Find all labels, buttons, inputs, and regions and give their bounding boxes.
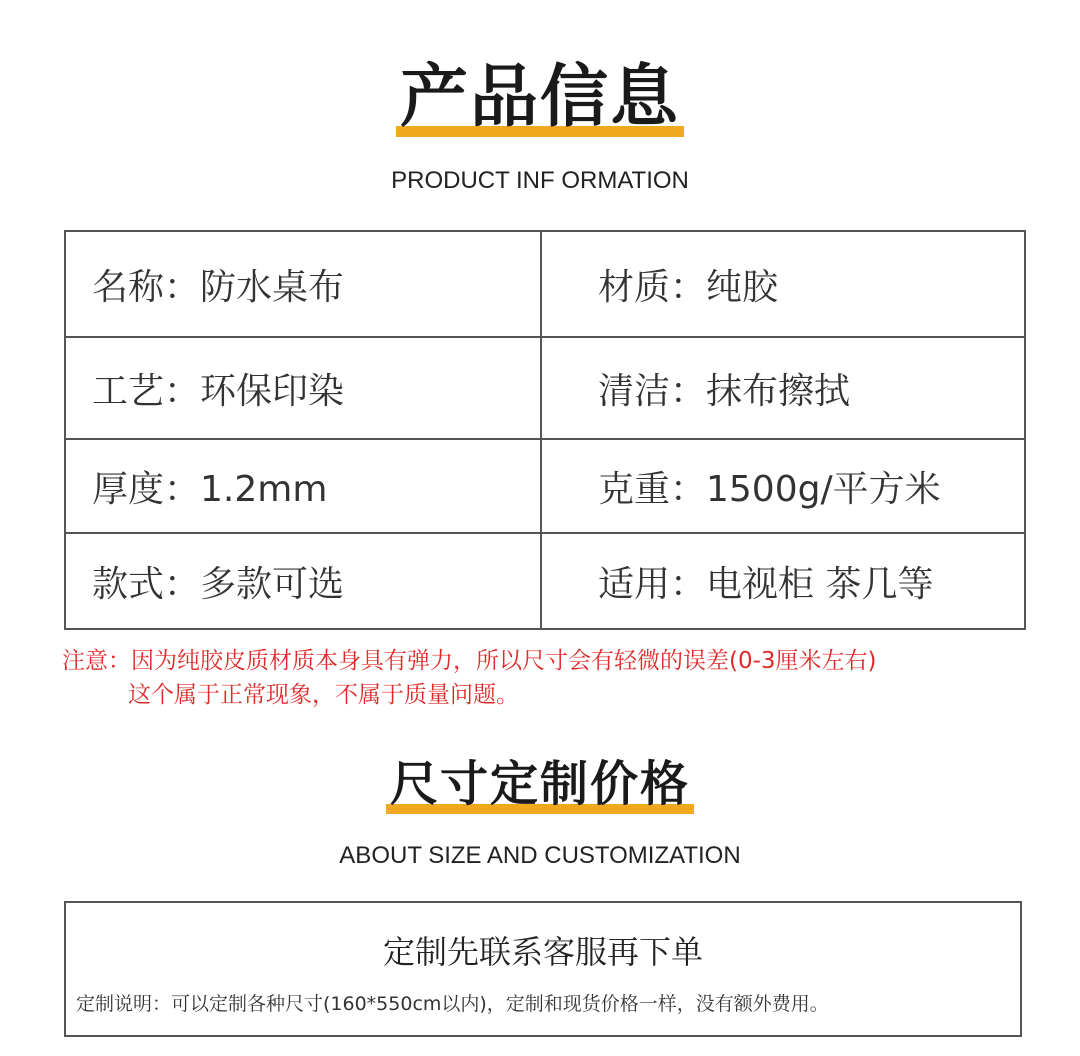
custom-size-title-block xyxy=(0,754,1080,814)
product-info-title: 产品信息 xyxy=(399,58,680,137)
spec-usage: 适用：电视柜 茶几等 xyxy=(598,563,934,605)
product-info-title-block xyxy=(0,58,1080,138)
spec-thickness: 厚度：1.2mm xyxy=(66,440,542,534)
spec-name: 名称：防水桌布 xyxy=(66,232,542,338)
custom-size-subtitle: ABOUT SIZE AND CUSTOMIZATION xyxy=(339,842,741,869)
spec-table xyxy=(64,230,1026,630)
spec-craft: 工艺：环保印染 xyxy=(66,338,542,440)
notice-line-1: 注意：因为纯胶皮质材质本身具有弹力，所以尺寸会有轻微的误差(0-3厘米左右) xyxy=(62,648,877,674)
customization-heading: 定制先联系客服再下单 xyxy=(382,933,703,971)
spec-style: 款式：多款可选 xyxy=(66,534,542,628)
custom-size-title: 尺寸定制价格 xyxy=(389,756,690,812)
product-info-title-wrapper xyxy=(400,58,680,138)
spec-weight: 克重：1500g/平方米 xyxy=(542,440,1024,534)
custom-size-title-wrapper xyxy=(390,754,690,814)
notice-text xyxy=(62,644,1062,712)
product-info-subtitle: PRODUCT INF ORMATION xyxy=(391,167,689,194)
customization-box xyxy=(64,901,1022,1037)
notice-line-2: 这个属于正常现象，不属于质量问题。 xyxy=(128,682,519,708)
spec-cleaning: 清洁：抹布擦拭 xyxy=(542,338,1024,440)
customization-description: 定制说明：可以定制各种尺寸(160*550cm以内)，定制和现货价格一样，没有额外费用。 xyxy=(76,993,829,1015)
spec-material: 材质：纯胶 xyxy=(542,232,1024,338)
